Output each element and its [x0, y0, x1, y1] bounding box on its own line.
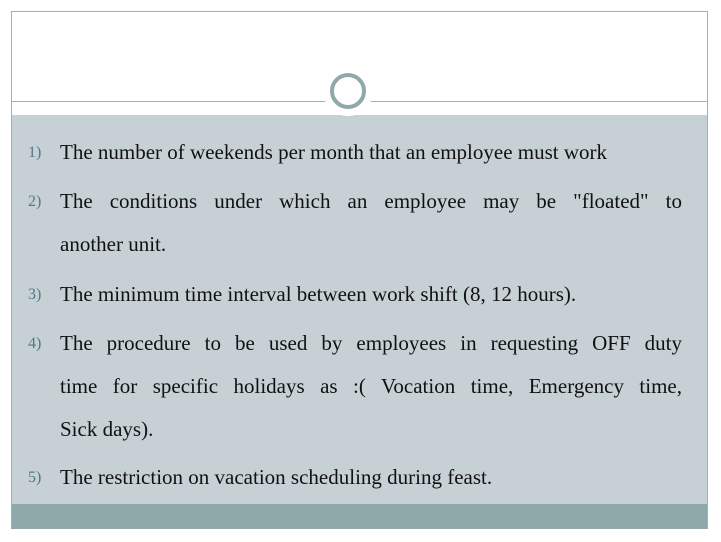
list-number: 3)	[28, 286, 42, 303]
list-number: 1)	[28, 144, 42, 161]
list-number: 4)	[28, 335, 42, 352]
list-item-text: The procedure to be used by employees in requesting OFF duty	[60, 331, 682, 355]
list-number: 5)	[28, 469, 42, 486]
list-item-text: time for specific holidays as :( Vocation time, Emergency time,	[60, 374, 682, 398]
list-item-text: The number of weekends per month that an employee must work	[60, 140, 608, 164]
list-item-text: The minimum time interval between work shift (8, 12 hours).	[60, 282, 577, 306]
list-item-text: another unit.	[60, 232, 167, 256]
list-item-text: The conditions under which an employee may be "floated" to	[60, 189, 682, 213]
list-number: 2)	[28, 193, 42, 210]
list-item-text: The restriction on vacation scheduling during feast.	[60, 465, 493, 489]
list-item-text: Sick days).	[60, 417, 154, 441]
